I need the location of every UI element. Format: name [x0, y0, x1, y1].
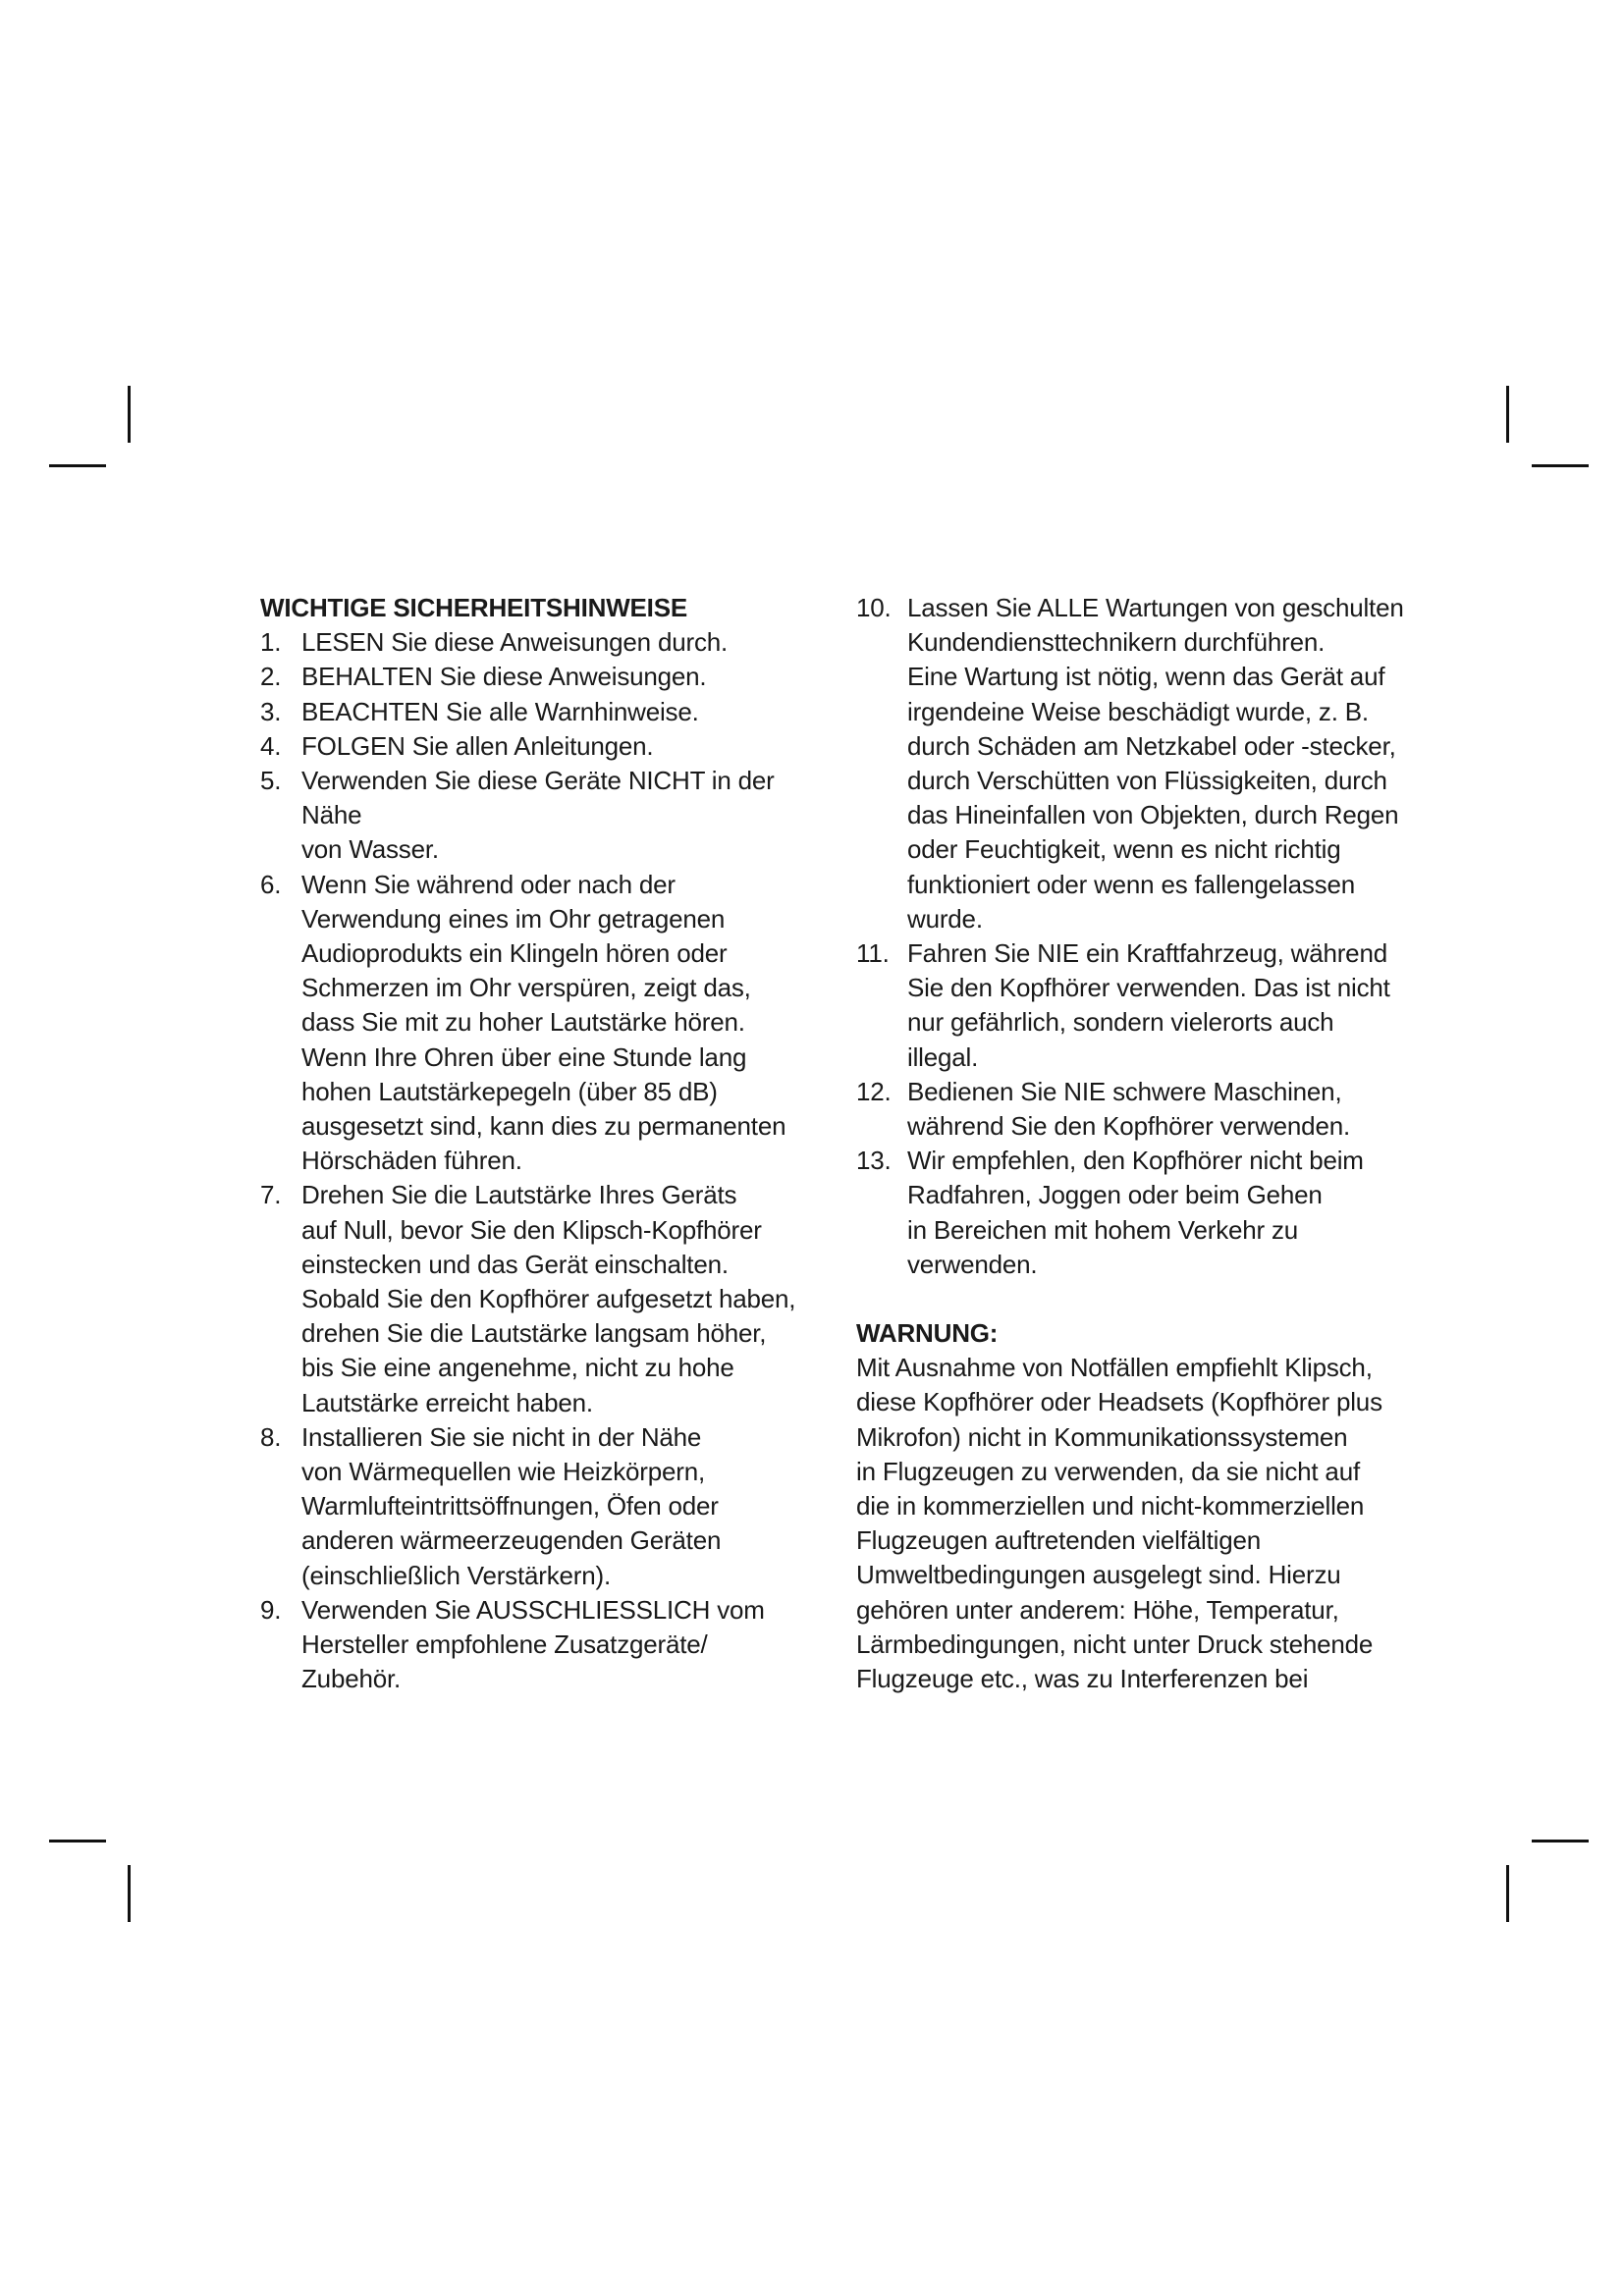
list-item-text-line: dass Sie mit zu hoher Lautstärke hören. [301, 1007, 745, 1038]
list-item-text-line: durch Schäden am Netzkabel oder -stecker, [907, 730, 1396, 761]
list-item-text-line: Wenn Ihre Ohren über eine Stunde lang [301, 1041, 747, 1072]
list-item [856, 1144, 1367, 1282]
list-item-text-line: illegal. [907, 1041, 979, 1072]
warning-text-line: diese Kopfhörer oder Headsets (Kopfhörer plus [856, 1387, 1382, 1417]
list-item [260, 1178, 796, 1419]
crop-mark-bottom-right-vertical [1506, 1865, 1509, 1922]
list-item-text-line: anderen wärmeerzeugenden Geräten [301, 1525, 722, 1556]
crop-mark-top-left-horizontal [49, 464, 106, 467]
list-item [260, 868, 786, 1179]
list-item-text-line: Bedienen Sie NIE schwere Maschinen, [907, 1076, 1342, 1106]
warning-paragraph [856, 1351, 1382, 1696]
list-item-text-line: von Wärmequellen wie Heizkörpern, [301, 1457, 706, 1487]
list-item [260, 660, 771, 694]
list-item-text-line: Lautstärke erreicht haben. [301, 1387, 593, 1417]
list-item-text-line: FOLGEN Sie allen Anleitungen. [301, 730, 654, 761]
list-item-text-line: BEHALTEN Sie diese Anweisungen. [301, 662, 707, 692]
list-item-text-line: Verwendung eines im Ohr getragenen [301, 903, 726, 934]
list-item [260, 695, 771, 729]
list-item [856, 1075, 1367, 1144]
list-item-text-line: wurde. [907, 903, 983, 934]
list-item [260, 729, 771, 764]
list-item-number: 1. [260, 627, 282, 658]
crop-mark-top-right-horizontal [1532, 464, 1589, 467]
warning-text-line: Umweltbedingungen ausgelegt sind. Hierzu [856, 1560, 1341, 1590]
list-item-number: 7. [260, 1180, 282, 1210]
warning-text-line: Flugzeugen auftretenden vielfältigen [856, 1525, 1261, 1556]
crop-mark-top-left-vertical [128, 386, 131, 443]
list-item-text-line: drehen Sie die Lautstärke langsam höher, [301, 1318, 767, 1349]
list-item [260, 1593, 771, 1697]
list-item-text-line: Kundendiensttechnikern durchführen. [907, 627, 1326, 658]
list-item-text-line: Wir empfehlen, den Kopfhörer nicht beim [907, 1146, 1364, 1176]
list-item-number: 4. [260, 730, 282, 761]
list-item-number: 11. [856, 938, 890, 969]
list-item-text-line: funktioniert oder wenn es fallengelassen [907, 869, 1355, 899]
list-item-text-line: Nähe [301, 800, 362, 830]
list-item-text-line: Radfahren, Joggen oder beim Gehen [907, 1180, 1323, 1210]
list-item-text-line: durch Verschütten von Flüssigkeiten, durch [907, 766, 1387, 796]
list-item-text-line: (einschließlich Verstärkern). [301, 1560, 611, 1590]
list-item-text-line: Wenn Sie während oder nach der [301, 869, 676, 899]
section-spacer [856, 1282, 1367, 1316]
list-item-number: 2. [260, 662, 282, 692]
list-item-text-line: auf Null, bevor Sie den Klipsch-Kopfhörer [301, 1214, 762, 1245]
warning-text-line: Flugzeuge etc., was zu Interferenzen bei [856, 1664, 1309, 1694]
safety-instructions-list-continued [856, 591, 1404, 1282]
list-item-number: 9. [260, 1594, 282, 1625]
list-item-text-line: das Hineinfallen von Objekten, durch Regen [907, 800, 1399, 830]
list-item [856, 936, 1390, 1075]
list-item-text-line: während Sie den Kopfhörer verwenden. [907, 1111, 1350, 1142]
right-column [856, 591, 1404, 1696]
list-item-text-line: verwenden. [907, 1249, 1038, 1279]
crop-mark-top-right-vertical [1506, 386, 1509, 443]
list-item-text-line: BEACHTEN Sie alle Warnhinweise. [301, 696, 699, 726]
list-item-text-line: LESEN Sie diese Anweisungen durch. [301, 627, 729, 658]
warning-text-line: gehören unter anderem: Höhe, Temperatur, [856, 1594, 1339, 1625]
list-item-text-line: Drehen Sie die Lautstärke Ihres Geräts [301, 1180, 737, 1210]
warning-text-line: Mikrofon) nicht in Kommunikationssystemen [856, 1421, 1348, 1452]
list-item [856, 591, 1404, 936]
list-item-text-line: Sie den Kopfhörer verwenden. Das ist nicht [907, 973, 1390, 1003]
warning-text-line: Lärmbedingungen, nicht unter Druck stehende [856, 1629, 1374, 1659]
list-item-text-line: einstecken und das Gerät einschalten. [301, 1249, 729, 1279]
warning-text-line: in Flugzeugen zu verwenden, da sie nicht auf [856, 1456, 1360, 1486]
warning-text-line: die in kommerziellen und nicht-kommerziellen [856, 1491, 1365, 1522]
list-item-text-line: Hersteller empfohlene Zusatzgeräte/ [301, 1629, 708, 1660]
list-item-text-line: in Bereichen mit hohem Verkehr zu [907, 1214, 1299, 1245]
list-item [260, 764, 775, 868]
list-item-text-line: Sobald Sie den Kopfhörer aufgesetzt haben, [301, 1284, 796, 1314]
list-item-number: 12. [856, 1076, 892, 1106]
list-item-text-line: von Wasser. [301, 834, 439, 865]
list-item [260, 625, 771, 660]
list-item-text-line: irgendeine Weise beschädigt wurde, z. B. [907, 696, 1369, 726]
list-item [260, 1420, 771, 1593]
list-item-text-line: Schmerzen im Ohr verspüren, zeigt das, [301, 973, 751, 1003]
list-item-text-line: Hörschäden führen. [301, 1146, 522, 1176]
list-item-text-line: Lassen Sie ALLE Wartungen von geschulten [907, 593, 1404, 622]
list-item-text-line: Warmlufteintrittsöffnungen, Öfen oder [301, 1491, 719, 1522]
warning-text-line: Mit Ausnahme von Notfällen empfiehlt Klipsch, [856, 1353, 1373, 1383]
list-item-text-line: Verwenden Sie diese Geräte NICHT in der [301, 766, 775, 796]
list-item-number: 8. [260, 1421, 282, 1452]
safety-heading: WICHTIGE SICHERHEITSHINWEISE [260, 593, 687, 622]
list-item-text-line: Fahren Sie NIE ein Kraftfahrzeug, während [907, 938, 1387, 969]
list-item-text-line: ausgesetzt sind, kann dies zu permanenten [301, 1111, 786, 1142]
crop-mark-bottom-left-horizontal [49, 1840, 106, 1842]
list-item-text-line: nur gefährlich, sondern vielerorts auch [907, 1007, 1334, 1038]
list-item-text-line: Audioprodukts ein Klingeln hören oder [301, 938, 728, 969]
list-item-text-line: Verwenden Sie AUSSCHLIESSLICH vom [301, 1594, 765, 1625]
list-item-text-line: Installieren Sie sie nicht in der Nähe [301, 1421, 702, 1452]
list-item-number: 3. [260, 696, 282, 726]
list-item-text-line: oder Feuchtigkeit, wenn es nicht richtig [907, 834, 1341, 865]
list-item-text-line: hohen Lautstärkepegeln (über 85 dB) [301, 1076, 718, 1106]
list-item-number: 6. [260, 869, 282, 899]
safety-instructions-list [260, 625, 796, 1696]
list-item-number: 5. [260, 766, 282, 796]
crop-mark-bottom-left-vertical [128, 1865, 131, 1922]
list-item-number: 10. [856, 593, 892, 622]
warning-heading: WARNUNG: [856, 1318, 999, 1349]
list-item-text-line: Zubehör. [301, 1664, 402, 1694]
left-column [260, 591, 796, 1697]
crop-mark-bottom-right-horizontal [1532, 1840, 1589, 1842]
list-item-text-line: Eine Wartung ist nötig, wenn das Gerät auf [907, 662, 1385, 692]
list-item-text-line: bis Sie eine angenehme, nicht zu hohe [301, 1353, 734, 1383]
list-item-number: 13. [856, 1146, 892, 1176]
